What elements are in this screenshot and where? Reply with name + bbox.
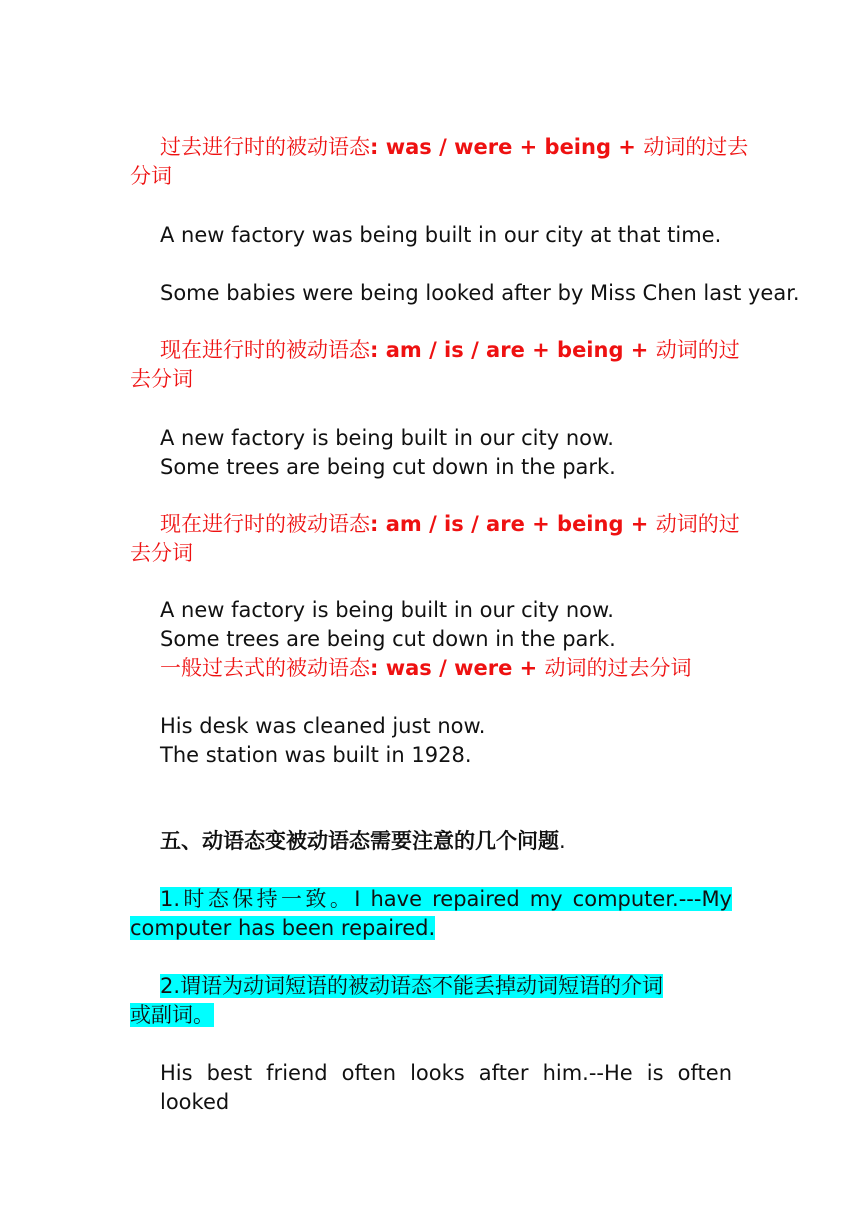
example-group	[130, 424, 732, 482]
example-group	[130, 712, 732, 770]
heading-line2: 去分词	[130, 541, 193, 565]
note-2-line2: 或副词。	[130, 1003, 214, 1027]
example-text: A new factory was being built in our city at that time.	[160, 223, 722, 247]
example-text: A new factory is being built in our city now.	[160, 426, 614, 450]
note-1-line2: computer has been repaired.	[130, 916, 436, 940]
example-text: A new factory is being built in our city now.	[160, 598, 614, 622]
heading-tail: 动词的过去分词	[544, 656, 692, 680]
present-continuous-heading	[130, 510, 740, 568]
heading-line2: 去分词	[130, 367, 193, 391]
section-title-period: .	[559, 829, 566, 853]
heading-cn: 过去进行时的被动语态	[160, 135, 370, 159]
heading-cn: 现在进行时的被动语态	[160, 338, 370, 362]
example-sentence	[130, 279, 800, 308]
past-continuous-heading	[130, 133, 749, 191]
note-2	[130, 972, 732, 1030]
heading-cn: 一般过去式的被动语态	[160, 656, 370, 680]
example-text: Some babies were being looked after by Miss Chen last year.	[160, 281, 800, 305]
note-1	[130, 885, 732, 943]
heading-formula: : was / were +	[370, 656, 545, 680]
example-text: Some trees are being cut down in the park.	[160, 627, 616, 651]
simple-past-heading	[130, 654, 732, 683]
heading-line2: 分词	[130, 164, 172, 188]
example-sentence	[130, 1059, 732, 1117]
example-text: Some trees are being cut down in the park.	[160, 455, 616, 479]
present-continuous-heading	[130, 336, 740, 394]
heading-cn: 现在进行时的被动语态	[160, 512, 370, 536]
example-text: His desk was cleaned just now.	[160, 714, 486, 738]
example-sentence	[130, 221, 732, 250]
section-title-text: 五、动语态变被动语态需要注意的几个问题	[160, 829, 559, 853]
heading-formula: : am / is / are + being +	[370, 512, 656, 536]
section-title	[130, 827, 732, 856]
example-text: His best friend often looks after him.--He is often looked	[160, 1061, 732, 1114]
note-1-line1: 1.时态保持一致。I have repaired my computer.---My	[160, 887, 732, 911]
heading-tail: 动词的过	[655, 338, 740, 362]
example-text: The station was built in 1928.	[160, 743, 472, 767]
heading-formula: : am / is / are + being +	[370, 338, 656, 362]
example-group	[130, 596, 732, 654]
heading-formula: : was / were + being +	[370, 135, 644, 159]
heading-tail: 动词的过去	[643, 135, 749, 159]
note-2-line1: 2.谓语为动词短语的被动语态不能丢掉动词短语的介词	[160, 974, 664, 998]
heading-tail: 动词的过	[655, 512, 740, 536]
